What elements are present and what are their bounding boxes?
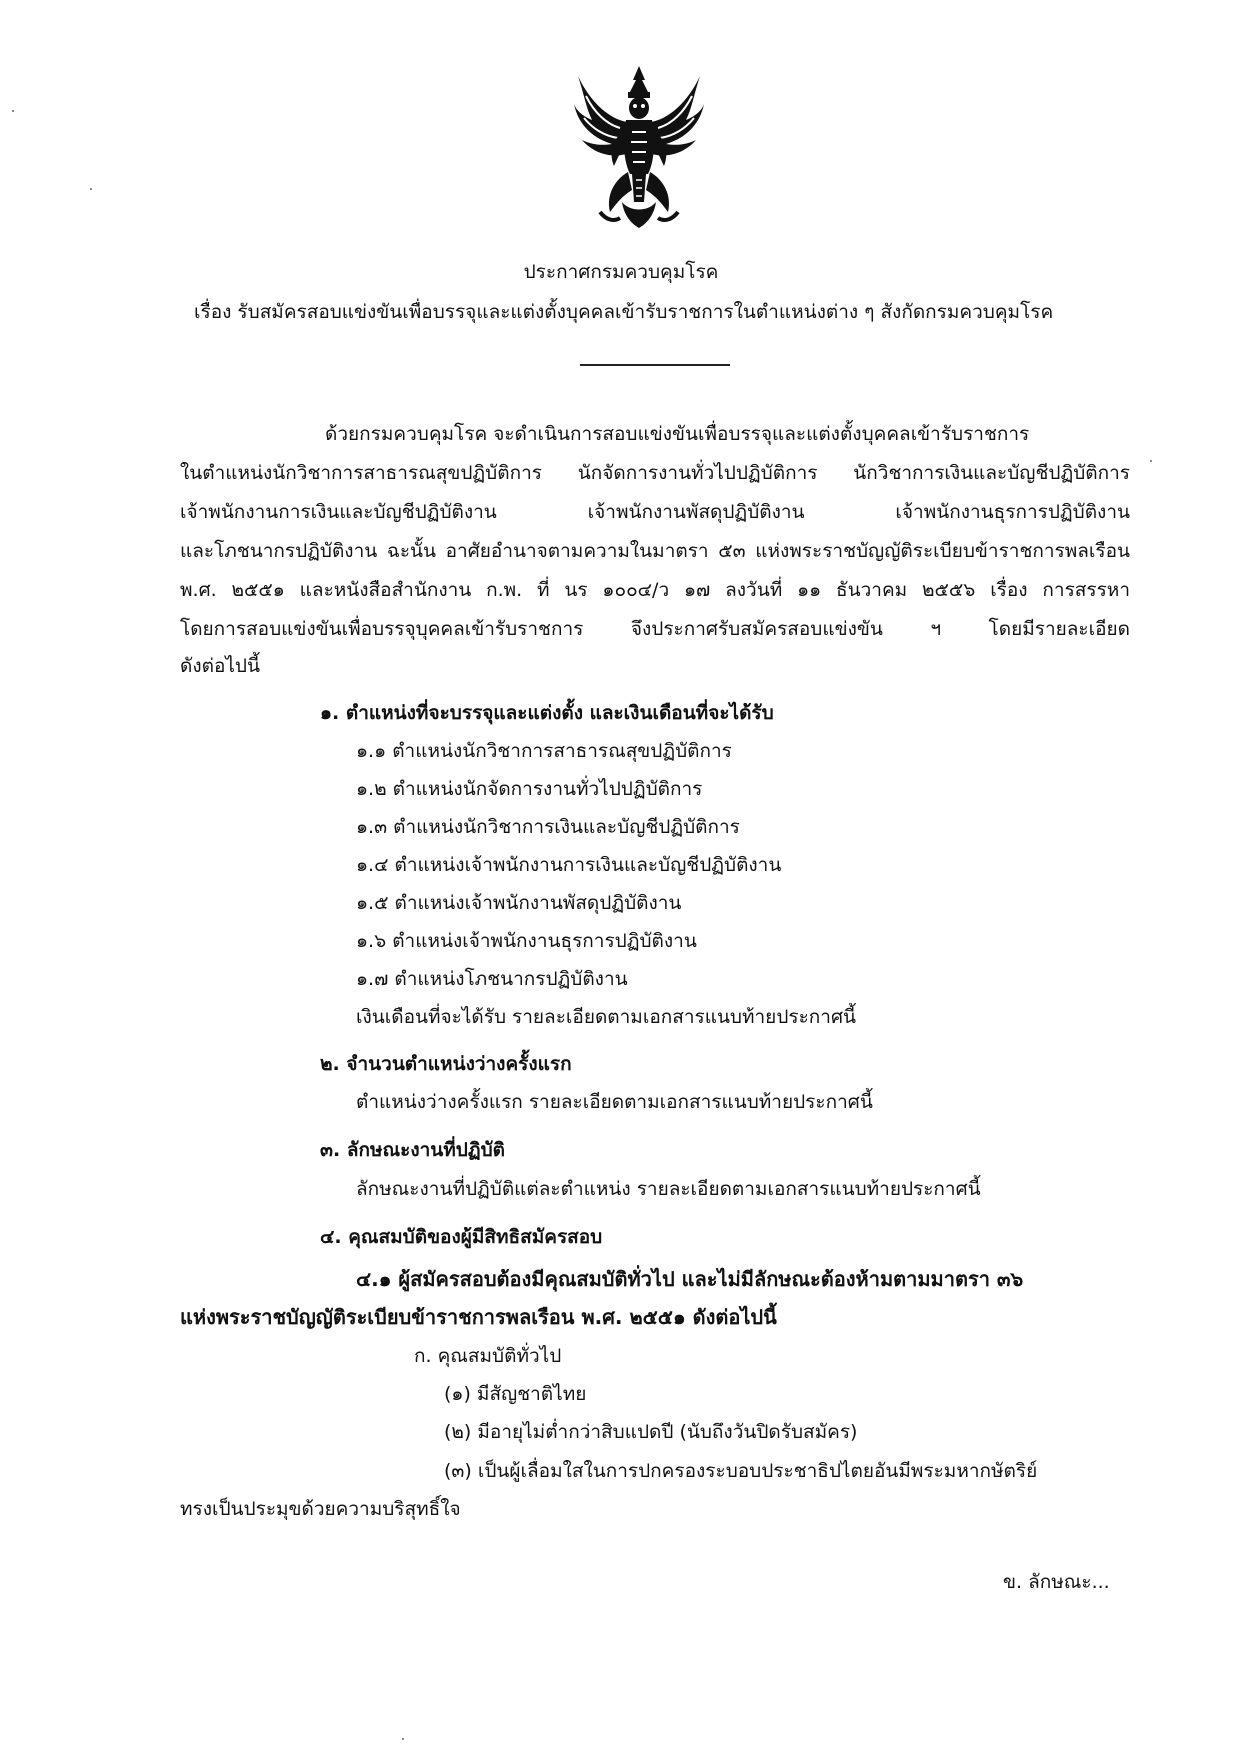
general-qualifications-heading: ก. คุณสมบัติทั่วไป [414, 1345, 562, 1367]
section-2-heading: ๒. จำนวนตำแหน่งว่างครั้งแรก [320, 1053, 572, 1075]
intro-line-3: เจ้าพนักงานการเงินและบัญชีปฏิบัติงาน เจ้าพนักงานพัสดุปฏิบัติงาน เจ้าพนักงานธุรการปฏิบัติงาน [180, 501, 1130, 523]
section-1-item-2: ๑.๒ ตำแหน่งนักจัดการงานทั่วไปปฏิบัติการ [356, 778, 703, 800]
section-3-heading: ๓. ลักษณะงานที่ปฏิบัติ [320, 1139, 505, 1161]
qualification-3-line-1: (๓) เป็นผู้เลื่อมใสในการปกครองระบอบประชาธิปไตยอันมีพระมหากษัตริย์ [444, 1460, 1038, 1482]
section-4-heading: ๔. คุณสมบัติของผู้มีสิทธิสมัครสอบ [320, 1226, 603, 1248]
section-1-item-6: ๑.๖ ตำแหน่งเจ้าพนักงานธุรการปฏิบัติงาน [356, 930, 697, 952]
announcement-subject: เรื่อง รับสมัครสอบแข่งขันเพื่อบรรจุและแต่งตั้งบุคคลเข้ารับราชการในตำแหน่งต่าง ๆ สังกัดกรมควบคุมโรค [194, 301, 1054, 323]
qualification-1: (๑) มีสัญชาติไทย [444, 1383, 587, 1405]
section-3-text: ลักษณะงานที่ปฏิบัติแต่ละตำแหน่ง รายละเอียดตามเอกสารแนบท้ายประกาศนี้ [356, 1178, 981, 1200]
scan-speck [12, 110, 14, 112]
qualification-2: (๒) มีอายุไม่ต่ำกว่าสิบแปดปี (นับถึงวันปิดรับสมัคร) [444, 1421, 858, 1443]
intro-line-1: ด้วยกรมควบคุมโรค จะดำเนินการสอบแข่งขันเพื่อบรรจุและแต่งตั้งบุคคลเข้ารับราชการ [325, 423, 1030, 445]
section-1-salary-note: เงินเดือนที่จะได้รับ รายละเอียดตามเอกสารแนบท้ายประกาศนี้ [356, 1006, 857, 1028]
qualification-3-line-2: ทรงเป็นประมุขด้วยความบริสุทธิ์ใจ [180, 1498, 461, 1520]
section-4-1-line-2: แห่งพระราชบัญญัติระเบียบข้าราชการพลเรือน พ.ศ. ๒๕๕๑ ดังต่อไปนี้ [180, 1305, 777, 1329]
section-4-1-line-1: ๔.๑ ผู้สมัครสอบต้องมีคุณสมบัติทั่วไป และไม่มีลักษณะต้องห้ามตามมาตรา ๓๖ [356, 1267, 1024, 1291]
intro-line-6: โดยการสอบแข่งขันเพื่อบรรจุบุคคลเข้ารับราชการ จึงประกาศรับสมัครสอบแข่งขัน ฯ โดยมีรายละเอียด [180, 618, 1130, 640]
section-1-heading: ๑. ตำแหน่งที่จะบรรจุและแต่งตั้ง และเงินเดือนที่จะได้รับ [320, 702, 774, 724]
section-1-item-7: ๑.๗ ตำแหน่งโภชนากรปฏิบัติงาน [356, 968, 628, 990]
garuda-emblem-icon [570, 62, 708, 232]
scan-speck [402, 1738, 404, 1740]
intro-line-4: และโภชนากรปฏิบัติงาน ฉะนั้น อาศัยอำนาจตามความในมาตรา ๕๓ แห่งพระราชบัญญัติระเบียบข้าราชการพลเรือน [180, 540, 1130, 562]
section-1-item-3: ๑.๓ ตำแหน่งนักวิชาการเงินและบัญชีปฏิบัติการ [356, 816, 740, 838]
announcement-title: ประกาศกรมควบคุมโรค [523, 261, 719, 283]
intro-line-5: พ.ศ. ๒๕๕๑ และหนังสือสำนักงาน ก.พ. ที่ นร ๑๐๐๔/ว ๑๗ ลงวันที่ ๑๑ ธันวาคม ๒๕๕๖ เรื่อง การสรรหา [180, 579, 1130, 601]
scan-speck [90, 188, 92, 190]
title-divider [580, 364, 730, 366]
section-1-item-5: ๑.๕ ตำแหน่งเจ้าพนักงานพัสดุปฏิบัติงาน [356, 892, 682, 914]
section-1-item-1: ๑.๑ ตำแหน่งนักวิชาการสาธารณสุขปฏิบัติการ [356, 740, 732, 762]
intro-line-7: ดังต่อไปนี้ [180, 655, 260, 677]
scan-speck [1150, 460, 1152, 462]
section-1-item-4: ๑.๔ ตำแหน่งเจ้าพนักงานการเงินและบัญชีปฏิบัติงาน [356, 854, 782, 876]
page-continuation: ข. ลักษณะ... [1003, 1571, 1110, 1593]
intro-line-2: ในตำแหน่งนักวิชาการสาธารณสุขปฏิบัติการ นักจัดการงานทั่วไปปฏิบัติการ นักวิชาการเงินและบัญชีปฏิบัติการ [180, 462, 1130, 484]
section-2-text: ตำแหน่งว่างครั้งแรก รายละเอียดตามเอกสารแนบท้ายประกาศนี้ [356, 1091, 873, 1113]
